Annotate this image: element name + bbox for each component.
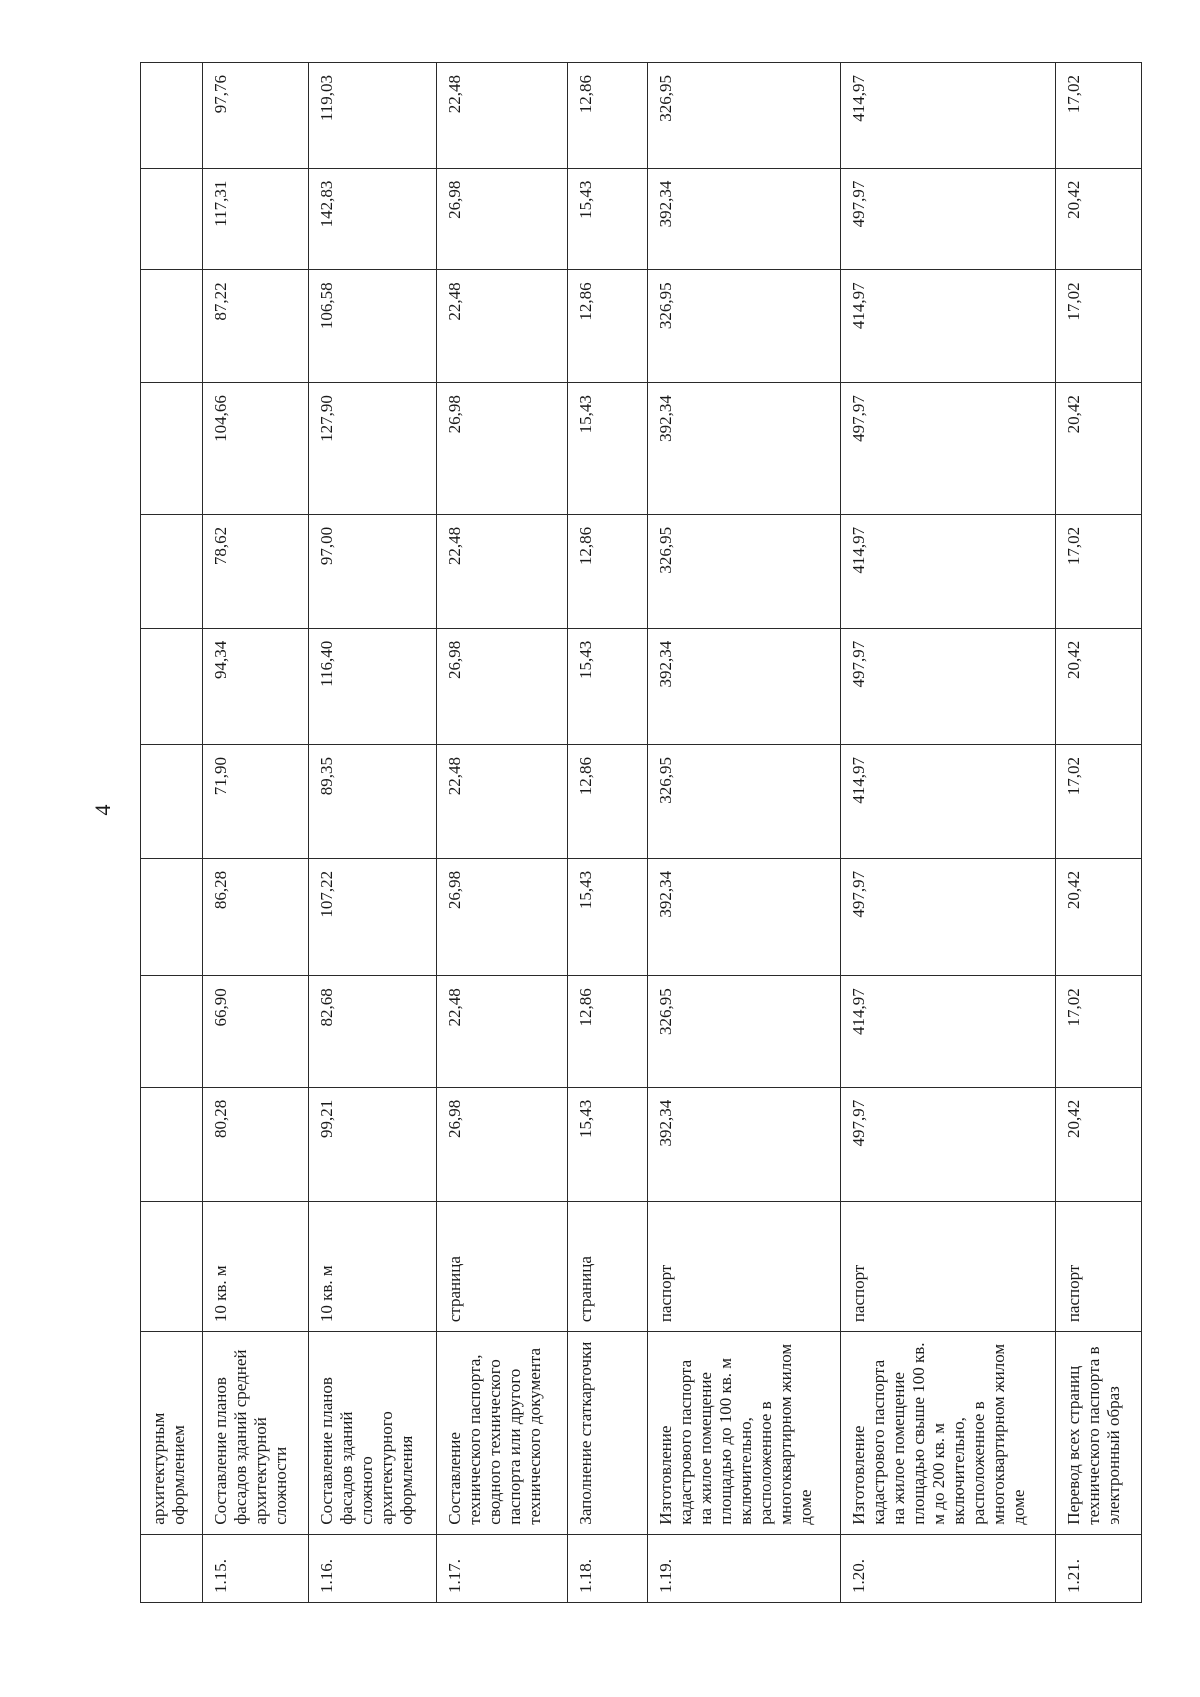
price-cell: 17,02 — [1055, 976, 1141, 1087]
service-name: Перевод всех страниц технического паспорта в электронный образ — [1055, 1332, 1141, 1535]
price-cell: 392,34 — [647, 383, 840, 515]
price-cell: 497,97 — [840, 383, 1055, 515]
price-cell: 414,97 — [840, 63, 1055, 169]
price-cell: 12,86 — [568, 63, 647, 169]
unit-of-measure: 10 кв. м — [203, 1201, 309, 1332]
service-name: Составление планов фасадов зданий сложного архитектурного оформления — [308, 1332, 436, 1535]
price-cell: 392,34 — [647, 858, 840, 975]
price-cell: 12,86 — [568, 270, 647, 383]
row-code: 1.20. — [840, 1534, 1055, 1602]
price-cell: 17,02 — [1055, 270, 1141, 383]
price-cell: 97,00 — [308, 514, 436, 628]
price-cell: 119,03 — [308, 63, 436, 169]
price-cell: 326,95 — [647, 63, 840, 169]
price-cell: 17,02 — [1055, 514, 1141, 628]
price-cell: 78,62 — [203, 514, 309, 628]
table-row — [436, 63, 568, 1603]
price-cell — [141, 168, 203, 270]
unit-of-measure: паспорт — [840, 1201, 1055, 1332]
price-cell: 17,02 — [1055, 63, 1141, 169]
unit-of-measure: паспорт — [1055, 1201, 1141, 1332]
price-cell: 80,28 — [203, 1087, 309, 1201]
price-cell: 326,95 — [647, 976, 840, 1087]
price-cell: 94,34 — [203, 628, 309, 744]
price-cell: 22,48 — [436, 514, 568, 628]
price-cell: 497,97 — [840, 1087, 1055, 1201]
price-cell: 497,97 — [840, 628, 1055, 744]
price-cell: 392,34 — [647, 1087, 840, 1201]
service-name: Изготовление кадастрового паспорта на жилое помещение площадью до 100 кв. м включительно, расположенное в многоквартирном жилом доме — [647, 1332, 840, 1535]
table-row — [308, 63, 436, 1603]
price-cell: 26,98 — [436, 168, 568, 270]
price-cell: 116,40 — [308, 628, 436, 744]
rotated-table-wrapper — [140, 62, 1142, 1603]
price-cell: 20,42 — [1055, 858, 1141, 975]
price-cell — [141, 976, 203, 1087]
price-cell — [141, 858, 203, 975]
price-cell: 15,43 — [568, 858, 647, 975]
price-cell: 127,90 — [308, 383, 436, 515]
row-code: 1.17. — [436, 1534, 568, 1602]
price-cell: 66,90 — [203, 976, 309, 1087]
price-cell: 414,97 — [840, 744, 1055, 858]
table-row — [647, 63, 840, 1603]
price-cell: 22,48 — [436, 270, 568, 383]
price-cell: 326,95 — [647, 270, 840, 383]
price-cell: 142,83 — [308, 168, 436, 270]
price-cell: 12,86 — [568, 514, 647, 628]
price-cell: 26,98 — [436, 1087, 568, 1201]
price-cell: 497,97 — [840, 858, 1055, 975]
price-table — [140, 62, 1142, 1603]
price-cell: 414,97 — [840, 976, 1055, 1087]
price-cell: 15,43 — [568, 628, 647, 744]
price-cell — [141, 1087, 203, 1201]
service-name: архитектурным оформлением — [141, 1332, 203, 1535]
price-cell: 26,98 — [436, 858, 568, 975]
price-cell — [141, 383, 203, 515]
price-cell: 497,97 — [840, 168, 1055, 270]
price-cell: 22,48 — [436, 63, 568, 169]
price-cell: 20,42 — [1055, 1087, 1141, 1201]
price-cell: 15,43 — [568, 383, 647, 515]
price-cell: 107,22 — [308, 858, 436, 975]
service-name: Заполнение статкарточки — [568, 1332, 647, 1535]
row-code: 1.18. — [568, 1534, 647, 1602]
table-row — [203, 63, 309, 1603]
price-cell: 104,66 — [203, 383, 309, 515]
unit-of-measure: страница — [568, 1201, 647, 1332]
price-cell: 71,90 — [203, 744, 309, 858]
price-cell: 392,34 — [647, 628, 840, 744]
price-cell: 15,43 — [568, 1087, 647, 1201]
price-cell — [141, 63, 203, 169]
price-cell: 414,97 — [840, 514, 1055, 628]
row-code: 1.16. — [308, 1534, 436, 1602]
unit-of-measure: паспорт — [647, 1201, 840, 1332]
price-cell: 15,43 — [568, 168, 647, 270]
unit-of-measure: страница — [436, 1201, 568, 1332]
price-cell: 117,31 — [203, 168, 309, 270]
table-row — [568, 63, 647, 1603]
table-body — [141, 63, 1142, 1603]
unit-of-measure: 10 кв. м — [308, 1201, 436, 1332]
service-name: Составление технического паспорта, сводного технического паспорта или другого технического документа — [436, 1332, 568, 1535]
price-cell — [141, 744, 203, 858]
table-row — [1055, 63, 1141, 1603]
row-code: 1.19. — [647, 1534, 840, 1602]
price-cell: 26,98 — [436, 383, 568, 515]
price-cell: 20,42 — [1055, 628, 1141, 744]
row-code: 1.21. — [1055, 1534, 1141, 1602]
price-cell — [141, 270, 203, 383]
price-cell: 20,42 — [1055, 168, 1141, 270]
price-cell: 82,68 — [308, 976, 436, 1087]
price-cell: 22,48 — [436, 976, 568, 1087]
price-cell: 414,97 — [840, 270, 1055, 383]
price-cell: 12,86 — [568, 744, 647, 858]
service-name: Изготовление кадастрового паспорта на жилое помещение площадью свыше 100 кв. м до 200 кв. м включительно, расположенное в многоквартирном жилом доме — [840, 1332, 1055, 1535]
price-cell: 97,76 — [203, 63, 309, 169]
price-cell: 89,35 — [308, 744, 436, 858]
price-cell: 99,21 — [308, 1087, 436, 1201]
price-cell: 22,48 — [436, 744, 568, 858]
row-code — [141, 1534, 203, 1602]
price-cell: 17,02 — [1055, 744, 1141, 858]
price-cell: 392,34 — [647, 168, 840, 270]
page-number: 4 — [90, 804, 115, 816]
service-name: Составление планов фасадов зданий средней архитектурной сложности — [203, 1332, 309, 1535]
row-code: 1.15. — [203, 1534, 309, 1602]
price-cell: 87,22 — [203, 270, 309, 383]
price-cell: 86,28 — [203, 858, 309, 975]
price-cell: 326,95 — [647, 744, 840, 858]
unit-of-measure — [141, 1201, 203, 1332]
table-row — [840, 63, 1055, 1603]
price-cell — [141, 628, 203, 744]
price-cell: 12,86 — [568, 976, 647, 1087]
price-cell: 20,42 — [1055, 383, 1141, 515]
price-cell: 106,58 — [308, 270, 436, 383]
table-row — [141, 63, 203, 1603]
price-cell: 26,98 — [436, 628, 568, 744]
price-cell — [141, 514, 203, 628]
price-cell: 326,95 — [647, 514, 840, 628]
